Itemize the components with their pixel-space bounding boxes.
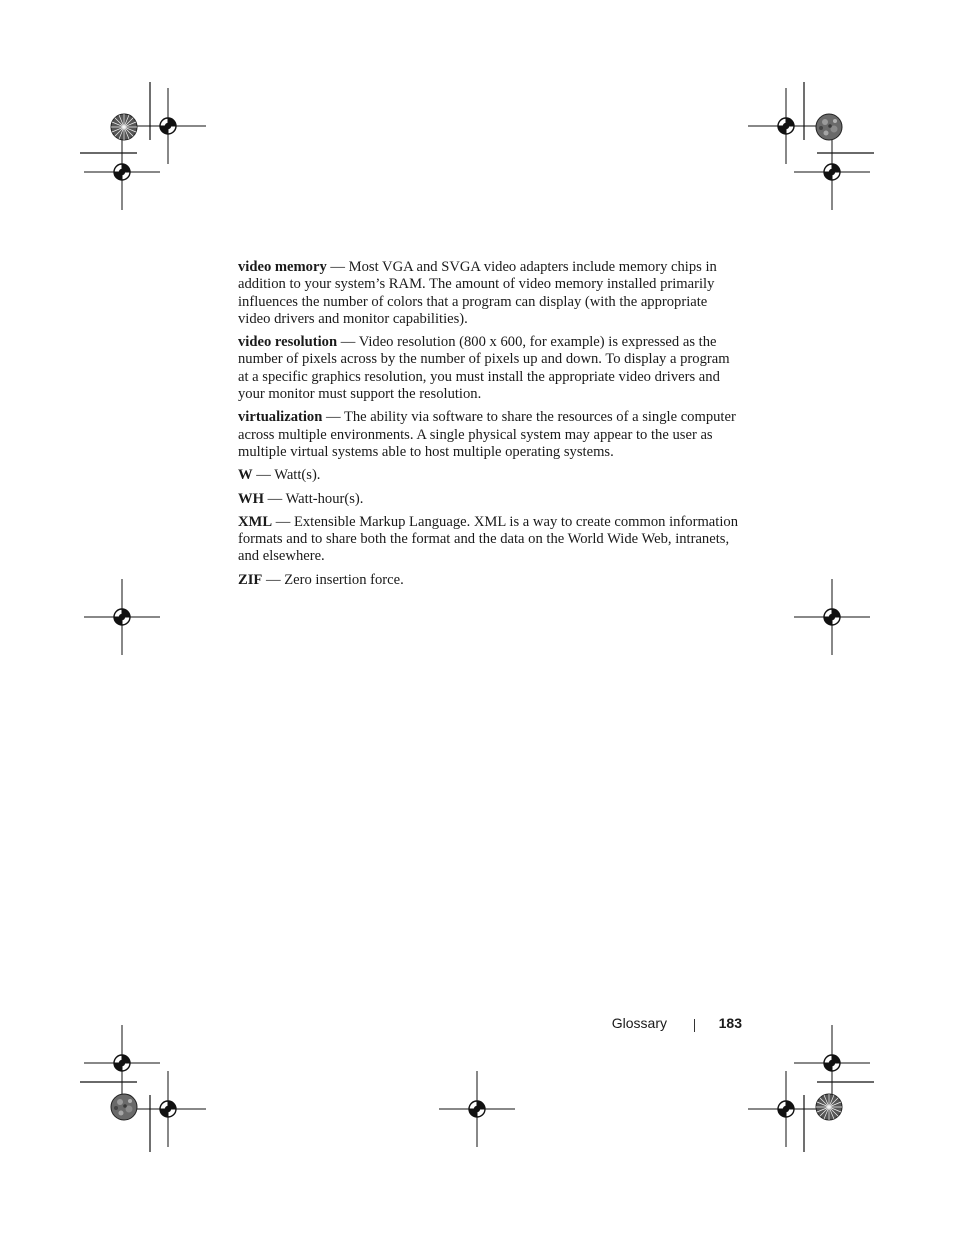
glossary-entry-video-resolution — [238, 334, 738, 403]
glossary-definition: — Watt(s). — [252, 467, 321, 484]
glossary-definition: — The ability via software to share the resources of a single computer across multiple environments. A single physical system may appear to the user as multiple virtual systems able to host multiple operating systems. — [238, 409, 736, 460]
glossary-term: video resolution — [238, 334, 338, 351]
glossary-content — [238, 259, 738, 595]
glossary-definition: — Watt-hour(s). — [263, 490, 364, 507]
glossary-entry-virtualization — [238, 409, 738, 461]
glossary-term: ZIF — [238, 571, 263, 588]
glossary-entry-w — [238, 467, 738, 484]
glossary-definition: — Most VGA and SVGA video adapters include memory chips in addition to your system’s RAM. The amount of video memory installed primarily influences the number of colors that a program can display (with the appropriate video drivers and monitor capabilities). — [238, 259, 717, 327]
crop-lines — [80, 82, 874, 1152]
glossary-entry-zif — [238, 572, 738, 589]
page-number: 183 — [718, 1015, 742, 1031]
glossary-term: virtualization — [238, 409, 323, 426]
glossary-term: W — [238, 467, 253, 484]
glossary-definition: — Zero insertion force. — [262, 571, 404, 588]
registration-targets — [84, 88, 870, 1147]
glossary-entry-video-memory — [238, 259, 738, 328]
footer-section-title: Glossary — [611, 1015, 667, 1031]
page-footer — [560, 1015, 742, 1037]
glossary-term: video memory — [238, 259, 327, 275]
glossary-entry-wh — [238, 491, 738, 508]
glossary-definition: — Extensible Markup Language. XML is a way to create common information formats and to share both the format and the data on the World Wide Web, intranets, and elsewhere. — [238, 513, 738, 565]
glossary-definition: — Video resolution (800 x 600, for example) is expressed as the number of pixels across by the number of pixels up and down. To display a program at a specific graphics resolution, you must install the appropriate video drivers and your monitor must support the resolution. — [238, 334, 730, 403]
glossary-term: WH — [238, 490, 264, 507]
glossary-term: XML — [238, 513, 273, 530]
glossary-entry-xml — [238, 514, 738, 566]
footer-divider — [694, 1019, 695, 1032]
